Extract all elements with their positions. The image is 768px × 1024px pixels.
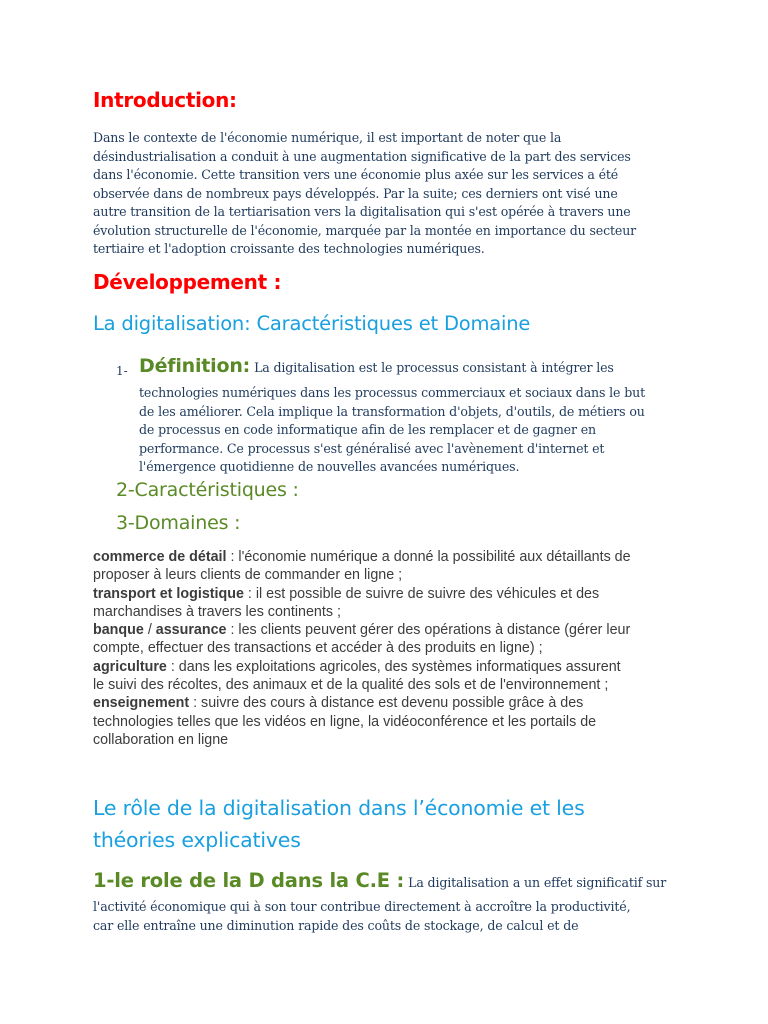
intro-line: tertiaire et l'adoption croissante des technologies numériques. (93, 241, 485, 256)
definition-line: de les améliorer. Cela implique la transformation d'objets, d'outils, de métiers ou (139, 403, 645, 419)
intro-line: autre transition de la tertiarisation vers la digitalisation qui s'est opérée à travers une (93, 204, 631, 219)
domaines-heading (116, 512, 240, 534)
role-line: car elle entraîne une diminution rapide des coûts de stockage, de calcul et de (93, 917, 579, 933)
domain-list (93, 548, 693, 749)
domain-term: banque (93, 622, 144, 639)
intro-line: dans l'économie. Cette transition vers une économie plus axée sur les services a été (93, 167, 619, 182)
definition-first-line (139, 355, 614, 378)
domain-line: marchandises à travers les continents ; (93, 603, 341, 620)
domain-text: : suivre des cours à distance est devenu possible grâce à des (189, 695, 584, 712)
role-point1-first-line (93, 869, 666, 893)
role-heading-line: théories explicatives (93, 828, 301, 852)
domain-term: agriculture (93, 658, 167, 675)
definition-line: de processus en code informatique afin de les remplacer et de gagner en (139, 422, 596, 437)
definition-line: technologies numériques dans les processus commerciaux et sociaux dans le but (139, 385, 645, 400)
role-point1-text: La digitalisation a un effet significatif sur (408, 875, 667, 890)
domain-term: enseignement (93, 695, 190, 712)
domain-line: le suivi des récoltes, des animaux et de la qualité des sols et de l'environnement ; (93, 677, 609, 694)
domain-term: commerce de détail (93, 549, 227, 565)
introduction-heading: Introduction: (93, 88, 237, 112)
intro-line: Dans le contexte de l'économie numérique, il est important de noter que la (93, 130, 562, 145)
domain-item (93, 621, 693, 639)
domain-item (93, 658, 693, 676)
domain-line: proposer à leurs clients de commander en ligne ; (93, 567, 403, 584)
domain-item (93, 694, 693, 712)
definition-line: performance. Ce processus s'est généralisé avec l'avènement d'internet et (139, 440, 605, 456)
intro-line: désindustrialisation a conduit à une augmentation significative de la part des services (93, 148, 631, 164)
intro-line: évolution structurelle de l'économie, marquée par la montée en importance du secteur (93, 222, 637, 238)
domain-text: : dans les exploitations agricoles, des systèmes informatiques assurent (166, 658, 621, 675)
definition-text: La digitalisation est le processus consistant à intégrer les (254, 360, 614, 375)
domain-term: assurance (155, 622, 227, 639)
definition-paragraph (139, 384, 699, 477)
domaines-number: 3- (116, 512, 135, 534)
domain-line: compte, effectuer des transactions et accéder à des produits en ligne) ; (93, 640, 543, 657)
domain-item (93, 548, 693, 566)
definition-title: Définition: (139, 355, 251, 377)
role-point1-title: 1-le role de la D dans la C.E : (93, 869, 405, 892)
definition-number: 1- (116, 364, 128, 378)
domain-text: : les clients peuvent gérer des opérations à distance (gérer leur (226, 622, 631, 639)
role-heading (93, 792, 585, 856)
caracteristiques-number: 2- (116, 479, 135, 501)
caracteristiques-heading (116, 479, 299, 501)
role-point1-paragraph (93, 898, 693, 935)
domain-line: technologies telles que les vidéos en ligne, la vidéoconférence et les portails de (93, 713, 597, 730)
caracteristiques-title: Caractéristiques : (134, 479, 299, 501)
domain-text: : il est possible de suivre de suivre des véhicules et des (243, 585, 600, 602)
role-heading-line: Le rôle de la digitalisation dans l’économie et les (93, 796, 585, 820)
domain-line: collaboration en ligne (93, 731, 229, 748)
domain-term: transport et logistique (93, 585, 244, 602)
introduction-paragraph (93, 129, 683, 259)
domaines-title: Domaines : (134, 512, 241, 534)
domain-text: : l'économie numérique a donné la possibilité aux détaillants de (226, 549, 631, 565)
definition-line: l'émergence quotidienne de nouvelles avancées numériques. (139, 459, 520, 474)
intro-line: observée dans de nombreux pays développés. Par la suite; ces derniers ont visé une (93, 185, 618, 201)
developpement-heading: Développement : (93, 270, 282, 294)
domain-separator: / (143, 622, 156, 639)
domain-item (93, 585, 693, 603)
role-line: l'activité économique qui à son tour contribue directement à accroître la productivité, (93, 899, 631, 914)
digitalisation-subheading: La digitalisation: Caractéristiques et Domaine (93, 312, 531, 335)
